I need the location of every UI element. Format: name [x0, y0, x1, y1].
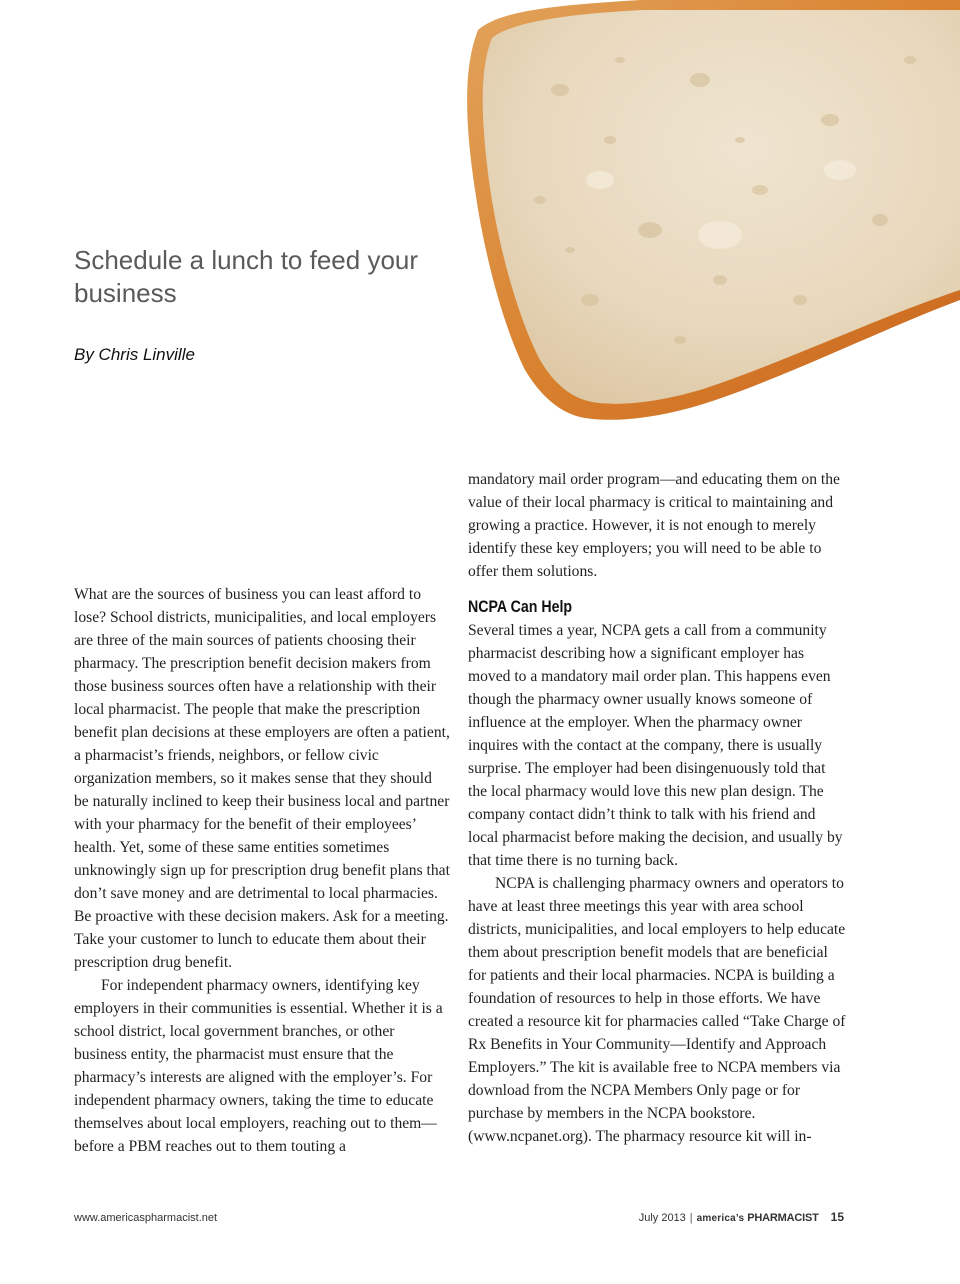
right-column [468, 468, 848, 1148]
body-paragraph: For independent pharmacy owners, identifying key employers in their communities is essential. Whether it is a school district, local government branches, or other business entity, the pharmacist must ensure that the pharmacy’s interests are aligned with the employer’s. For independent pharmacy owners, taking the time to educate themselves about local employers, reaching out to them—before a PBM reaches out to them touting a [74, 977, 443, 1155]
body-paragraph: What are the sources of business you can least afford to lose? School districts, municipalities, and local employers are three of the main sources of patients choosing their pharmacy. The prescription benefit decision makers from those business sources often have a relationship with their local pharmacist. The people that make the prescription benefit plan decisions at these employers are often a patient, a pharmacist’s friends, neighbors, or fellow civic organization members, so it makes sense that they should be naturally inclined to keep their business local and partner with your pharmacy for the benefit of their employees’ health. Yet, some of these same entities sometimes unknowingly sign up for prescription drug benefit plans that don’t save money and are detrimental to local pharmacies. Be proactive with these decision makers. Ask for a meeting. Take your customer to lunch to educate them about their prescription drug benefit. [74, 586, 450, 971]
footer-date: July 2013 [638, 1212, 686, 1224]
bread-slice-image [0, 0, 960, 440]
footer-folio [639, 1210, 844, 1224]
footer-url: www.americaspharmacist.net [74, 1212, 218, 1224]
section-subhead: NCPA Can Help [468, 598, 573, 616]
magazine-name-prefix: america’s [696, 1213, 745, 1224]
footer-separator: | [689, 1212, 693, 1224]
article-byline: By Chris Linville [74, 345, 195, 364]
article-title: Schedule a lunch to feed your business [74, 245, 419, 308]
body-paragraph: NCPA is challenging pharmacy owners and operators to have at least three meetings this year with area school districts, municipalities, and local employers to help educate them about prescription benefit models that are beneficial for patients and their local pharmacies. NCPA is building a foundation of resources to help in those efforts. We have created a resource kit for pharmacies called “Take Charge of Rx Benefits in Your Community—Identify and Approach Employers.” The kit is available free to NCPA members via download from the NCPA Members Only page or for purchase by members in the NCPA bookstore. (www.ncpanet.org). The pharmacy resource kit will in- [468, 875, 846, 1145]
page-footer [74, 1210, 844, 1228]
magazine-name: PHARMACIST [747, 1212, 819, 1224]
left-column [74, 583, 450, 1158]
body-paragraph: Several times a year, NCPA gets a call from a community pharmacist describing how a significant employer has moved to a mandatory mail order plan. This happens even though the pharmacy owner usually knows someone of influence at the employer. When the pharmacy owner inquires with the contact at the company, there is usually surprise. The employer had been disingenuously told that the local pharmacy would love this new plan design. The company contact didn’t think to talk with his friend and local pharmacist before making the decision, and usually by that time there is no turning back. [468, 622, 843, 869]
body-paragraph-continued: mandatory mail order program—and educating them on the value of their local pharmacy is critical to maintaining and growing a practice. However, it is not enough to merely identify these key employers; you will need to be able to offer them solutions. [468, 471, 840, 580]
page-number: 15 [830, 1210, 844, 1224]
